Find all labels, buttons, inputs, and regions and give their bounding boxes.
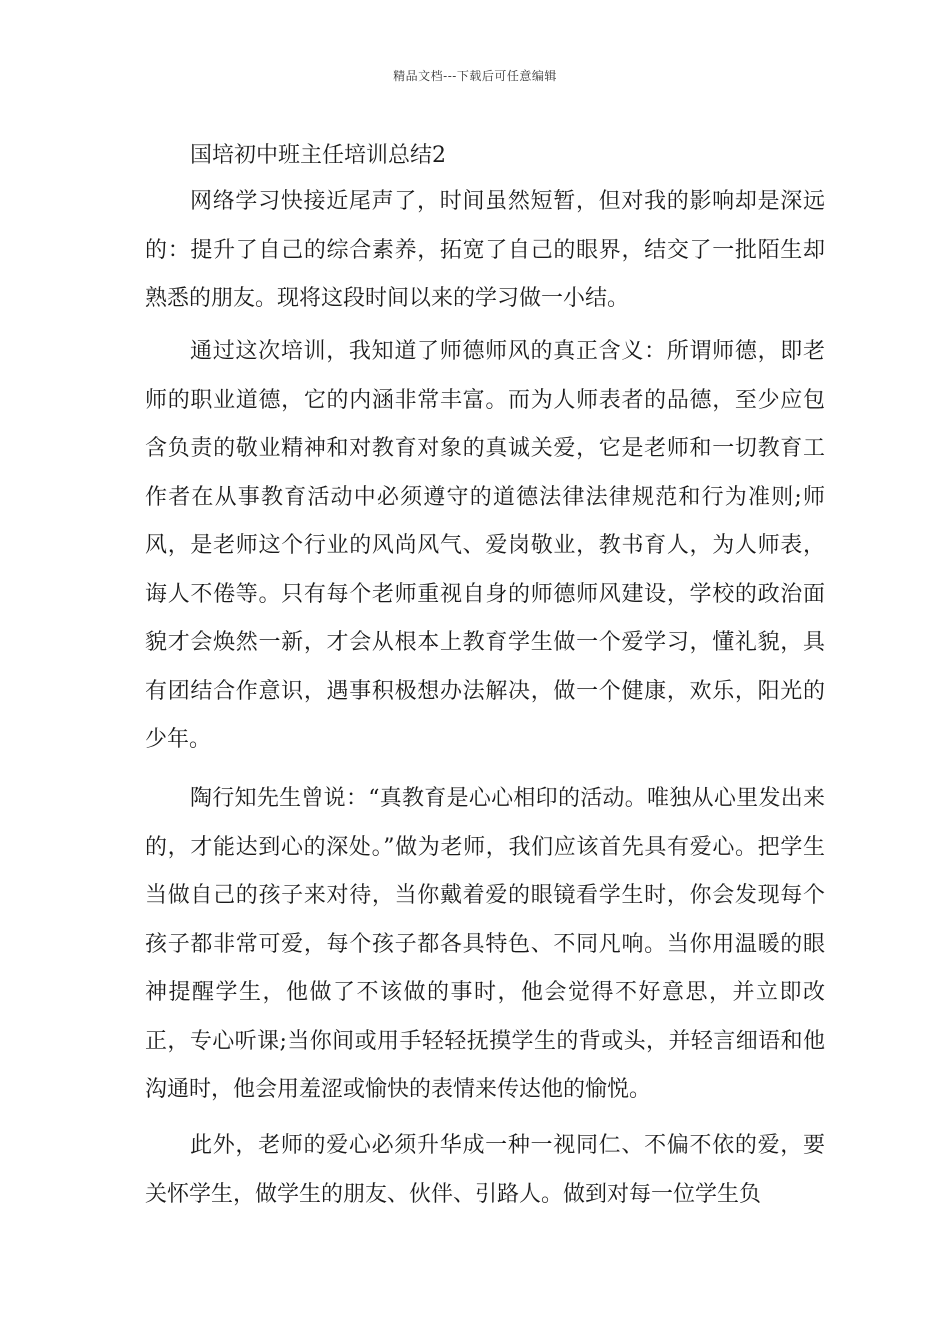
paragraph-equal-love: 此外，老师的爱心必须升华成一种一视同仁、不偏不依的爱，要关怀学生，做学生的朋友、伙伴、引路人。做到对每一位学生负 — [145, 1133, 825, 1207]
header-note: 精品文档---下载后可任意编辑 — [393, 69, 557, 83]
paragraph-love-education: 陶行知先生曾说：“真教育是心心相印的活动。唯独从心里发出来的，才能达到心的深处。”做为老师，我们应该首先具有爱心。把学生当做自己的孩子来对待，当你戴着爱的眼镜看学生时，你会发现每个孩子都非常可爱，每个孩子都各具特色、不同凡响。当你用温暖的眼神提醒学生，他做了不该做的事时，他会觉得不好意思，并立即改正，专心听课;当你间或用手轻轻抚摸学生的背或头，并轻言细语和他沟通时，他会用羞涩或愉快的表情来传达他的愉悦。 — [145, 786, 825, 1102]
paragraph-teacher-ethics: 通过这次培训，我知道了师德师风的真正含义：所谓师德，即老师的职业道德，它的内涵非常丰富。而为人师表者的品德，至少应包含负责的敬业精神和对教育对象的真诚关爱，它是老师和一切教育工作者在从事教育活动中必须遵守的道德法律法律规范和行为准则;师风，是老师这个行业的风尚风气、爱岗敬业，教书育人，为人师表，诲人不倦等。只有每个老师重视自身的师德师风建设，学校的政治面貌才会焕然一新，才会从根本上教育学生做一个爱学习，懂礼貌，具有团结合作意识，遇事积极想办法解决，做一个健康，欢乐，阳光的少年。 — [145, 339, 825, 752]
paragraph-intro: 网络学习快接近尾声了，时间虽然短暂，但对我的影响却是深远的：提升了自己的综合素养，拓宽了自己的眼界，结交了一批陌生却熟悉的朋友。现将这段时间以来的学习做一小结。 — [145, 189, 825, 311]
document-title: 国培初中班主任培训总结2 — [190, 143, 446, 168]
